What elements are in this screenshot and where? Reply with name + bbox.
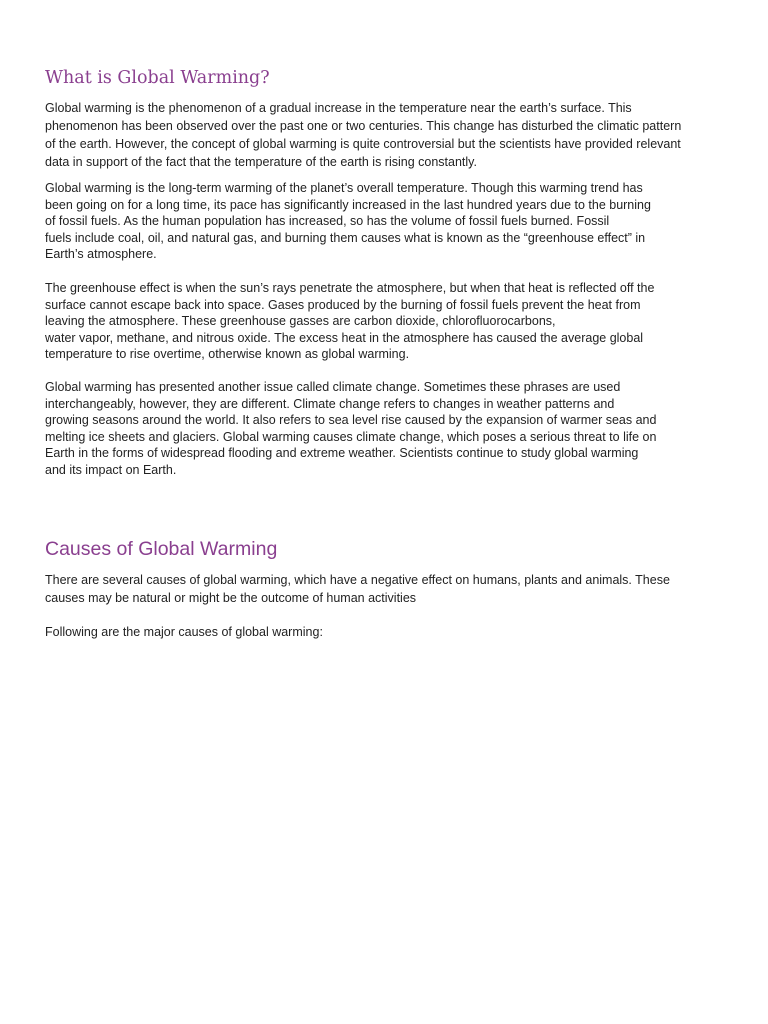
text-line: been going on for a long time, its pace has significantly increased in the last hundred years due to the burning bbox=[45, 197, 651, 212]
text-line: interchangeably, however, they are different. Climate change refers to changes in weather patterns and bbox=[45, 396, 615, 411]
text-line: leaving the atmosphere. These greenhouse gasses are carbon dioxide, chlorofluorocarbons, bbox=[45, 314, 556, 329]
text-line: of the earth. However, the concept of global warming is quite controversial but the scientists have provided relevant bbox=[45, 137, 681, 151]
heading-what-is-global-warming: What is Global Warming? bbox=[45, 68, 270, 88]
text-line: of fossil fuels. As the human population has increased, so has the volume of fossil fuels burned. Fossil bbox=[45, 214, 610, 229]
text-line: water vapor, methane, and nitrous oxide. The excess heat in the atmosphere has caused the average global bbox=[45, 330, 644, 345]
text-line: temperature to rise overtime, otherwise known as global warming. bbox=[45, 347, 410, 362]
paragraph-greenhouse-effect bbox=[45, 280, 725, 363]
text-line: The greenhouse effect is when the sun’s rays penetrate the atmosphere, but when that heat is reflected off the bbox=[45, 281, 655, 295]
paragraph-climate-change bbox=[45, 379, 725, 479]
text-line: and its impact on Earth. bbox=[45, 462, 177, 477]
paragraph-major-causes-lead bbox=[45, 623, 725, 641]
text-line: There are several causes of global warming, which have a negative effect on humans, plants and animals. These bbox=[45, 573, 670, 587]
text-line: Following are the major causes of global warming: bbox=[45, 625, 323, 639]
heading-causes-of-global-warming: Causes of Global Warming bbox=[45, 538, 278, 560]
text-line: Global warming has presented another issue called climate change. Sometimes these phrases are used bbox=[45, 380, 621, 394]
text-line: Global warming is the long-term warming of the planet’s overall temperature. Though this warming trend has bbox=[45, 181, 643, 195]
text-line: Earth in the forms of widespread flooding and extreme weather. Scientists continue to study global warming bbox=[45, 446, 639, 461]
text-line: Earth’s atmosphere. bbox=[45, 247, 157, 262]
text-line: surface cannot escape back into space. Gases produced by the burning of fossil fuels prevent the heat from bbox=[45, 297, 641, 312]
text-line: causes may be natural or might be the outcome of human activities bbox=[45, 591, 417, 605]
text-line: data in support of the fact that the temperature of the earth is rising constantly. bbox=[45, 155, 477, 169]
text-line: Global warming is the phenomenon of a gradual increase in the temperature near the earth’s surface. This bbox=[45, 101, 632, 115]
text-line: growing seasons around the world. It also refers to sea level rise caused by the expansion of warmer seas and bbox=[45, 413, 657, 428]
text-line: fuels include coal, oil, and natural gas, and burning them causes what is known as the “greenhouse effect” in bbox=[45, 230, 646, 245]
paragraph-intro-definition bbox=[45, 99, 725, 171]
paragraph-long-term-warming bbox=[45, 180, 725, 263]
paragraph-causes-intro bbox=[45, 571, 725, 607]
text-line: melting ice sheets and glaciers. Global warming causes climate change, which poses a serious threat to life on bbox=[45, 429, 657, 444]
text-line: phenomenon has been observed over the past one or two centuries. This change has disturbed the climatic pattern bbox=[45, 119, 682, 133]
